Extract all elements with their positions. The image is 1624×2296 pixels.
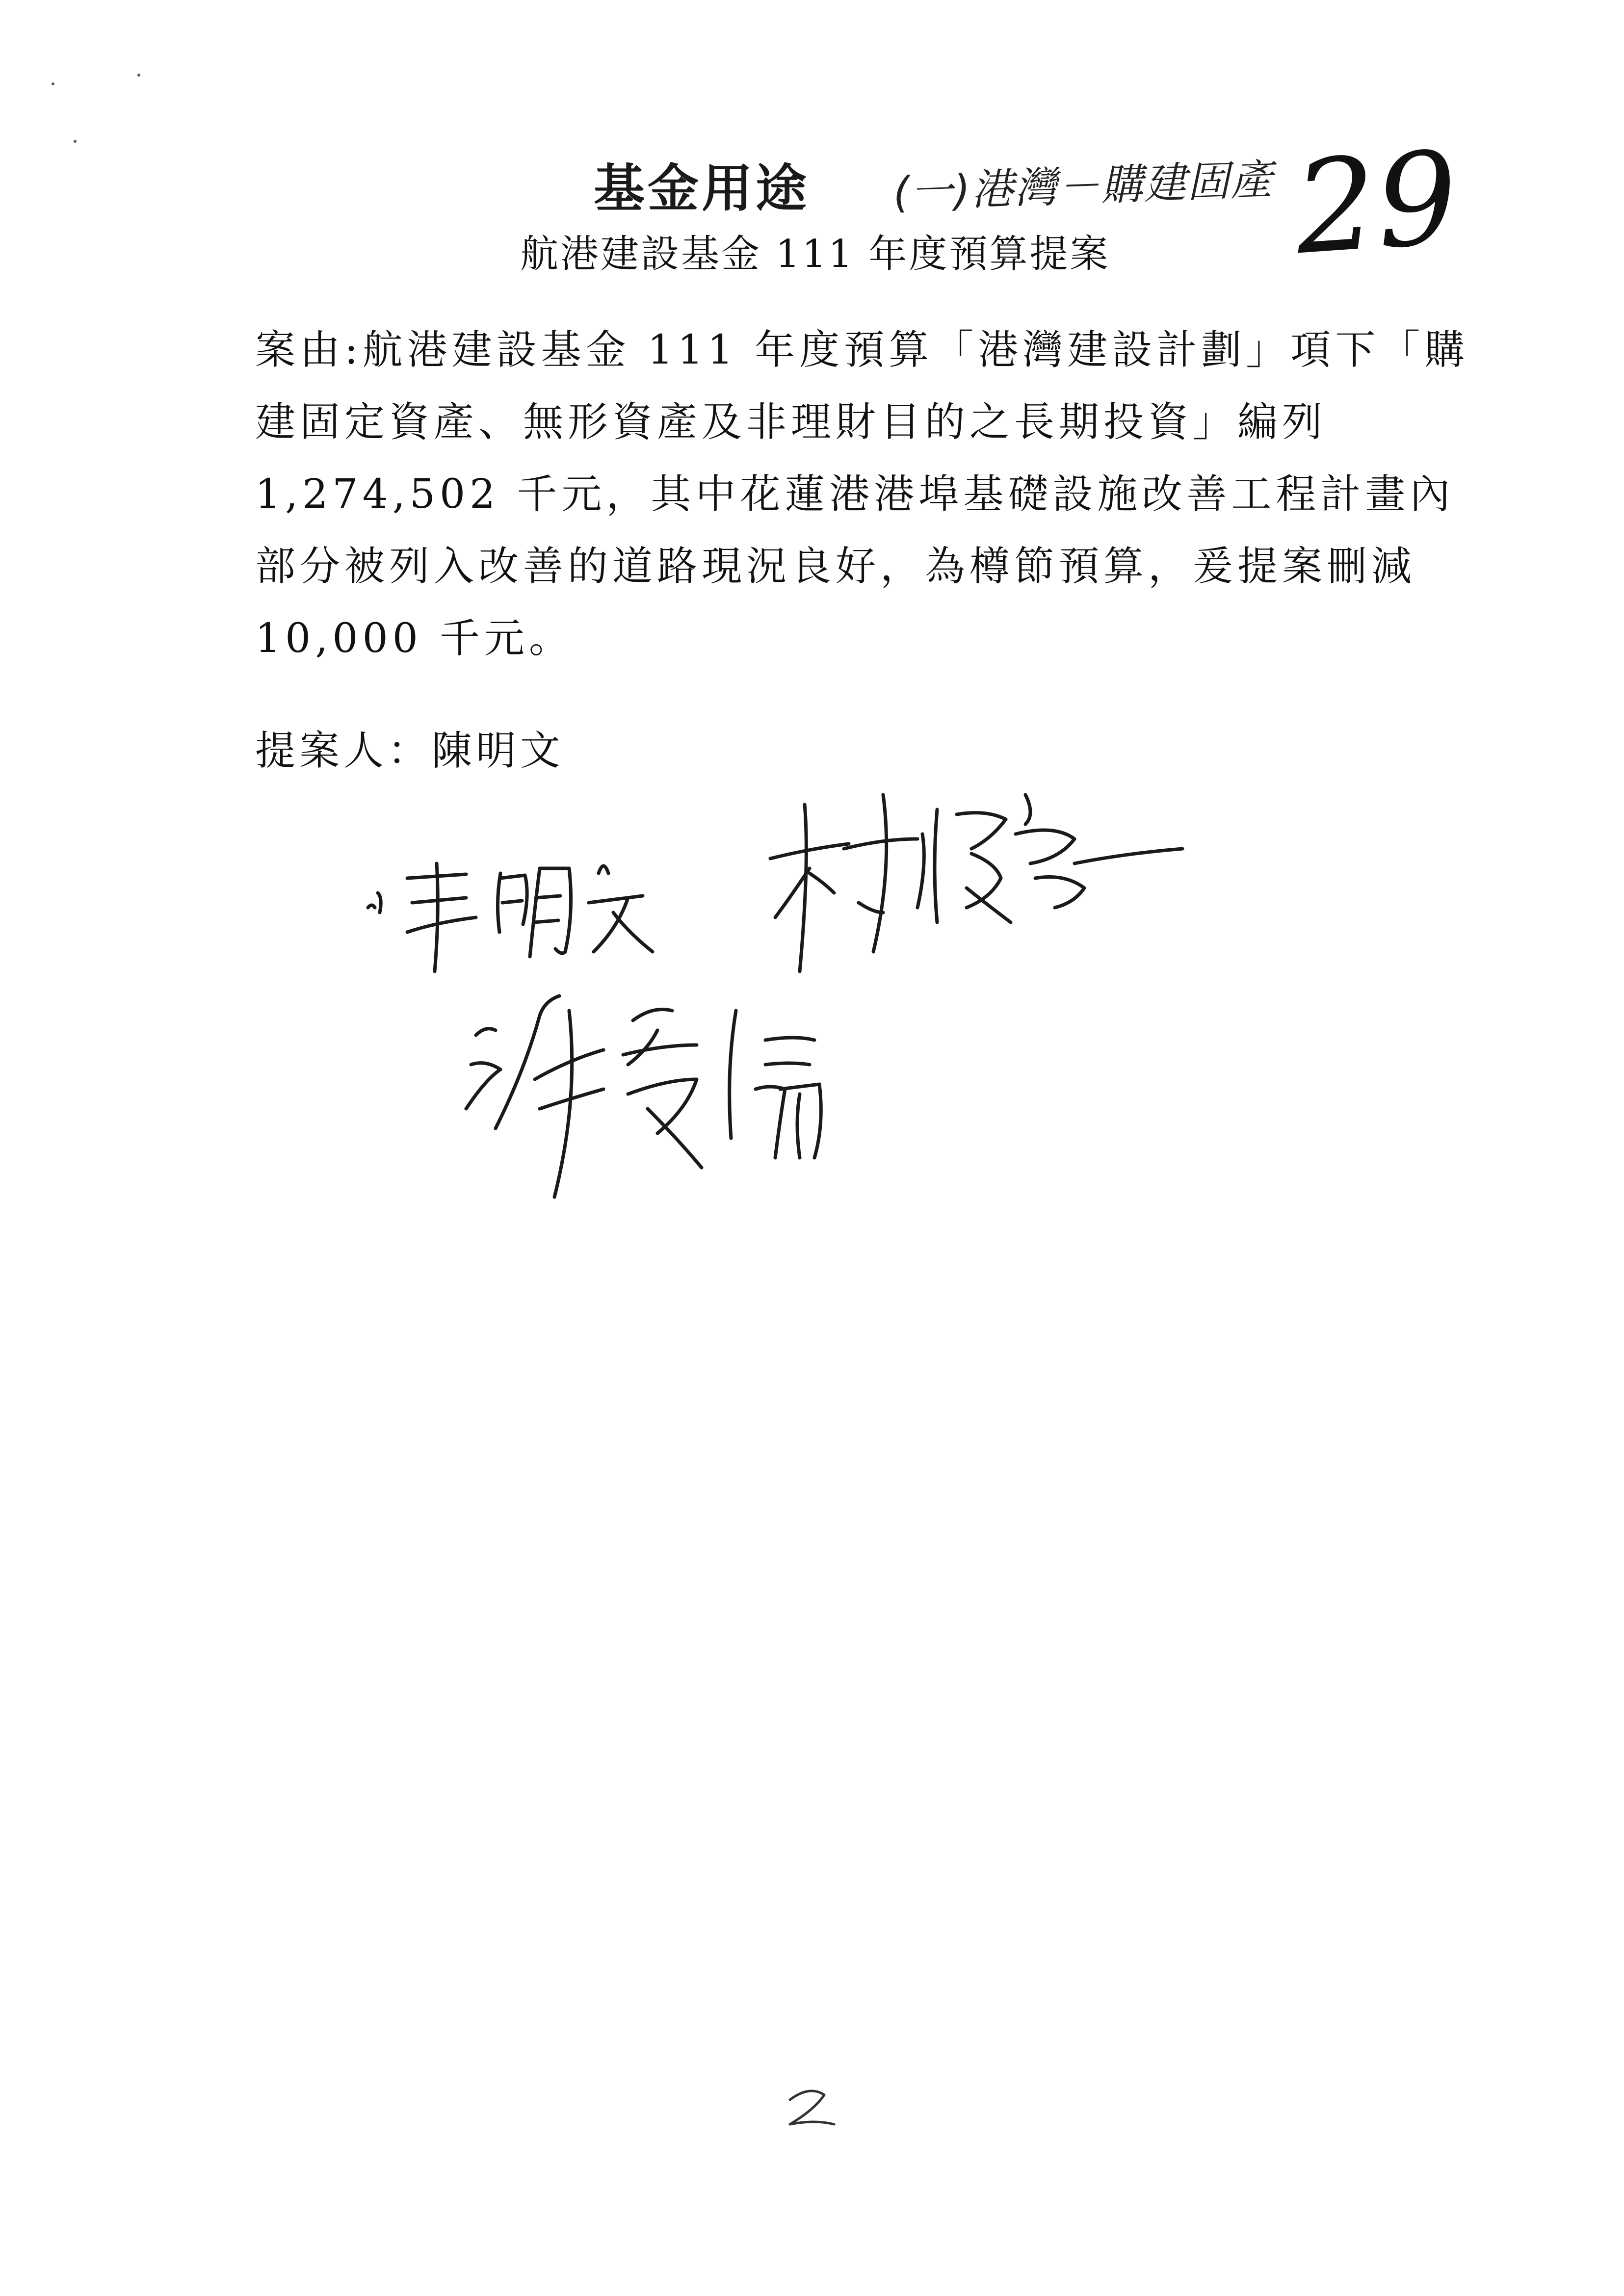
signature-2 bbox=[760, 775, 1192, 981]
body-line: 案由:航港建設基金 111 年度預算「港灣建設計劃」項下「購 bbox=[255, 327, 1469, 373]
scan-speck bbox=[137, 74, 140, 77]
handwritten-page-number: 29 bbox=[1290, 124, 1463, 284]
body-line: 部分被列入改善的道路現況良好，為樽節預算，爰提案刪減 bbox=[255, 543, 1416, 590]
signature-3 bbox=[461, 981, 854, 1212]
body-line: 10,000 千元。 bbox=[255, 615, 574, 662]
fund-usage-stamp: 基金用途 bbox=[594, 158, 810, 218]
scan-speck bbox=[74, 140, 77, 143]
proposal-body bbox=[255, 314, 1469, 675]
scan-speck bbox=[52, 82, 54, 85]
proposer-line: 提案人：陳明文 bbox=[255, 728, 565, 774]
signature-1 bbox=[353, 834, 667, 981]
document-title: 航港建設基金 111 年度預算提案 bbox=[520, 232, 1110, 276]
handwritten-page-mark bbox=[780, 2085, 839, 2129]
handwritten-category-note: (一)港灣－購建固產 bbox=[892, 155, 1274, 218]
body-line: 建固定資產、無形資產及非理財目的之長期投資」編列 bbox=[255, 399, 1327, 445]
body-line: 1,274,502 千元，其中花蓮港港埠基礎設施改善工程計畫內 bbox=[255, 471, 1455, 518]
